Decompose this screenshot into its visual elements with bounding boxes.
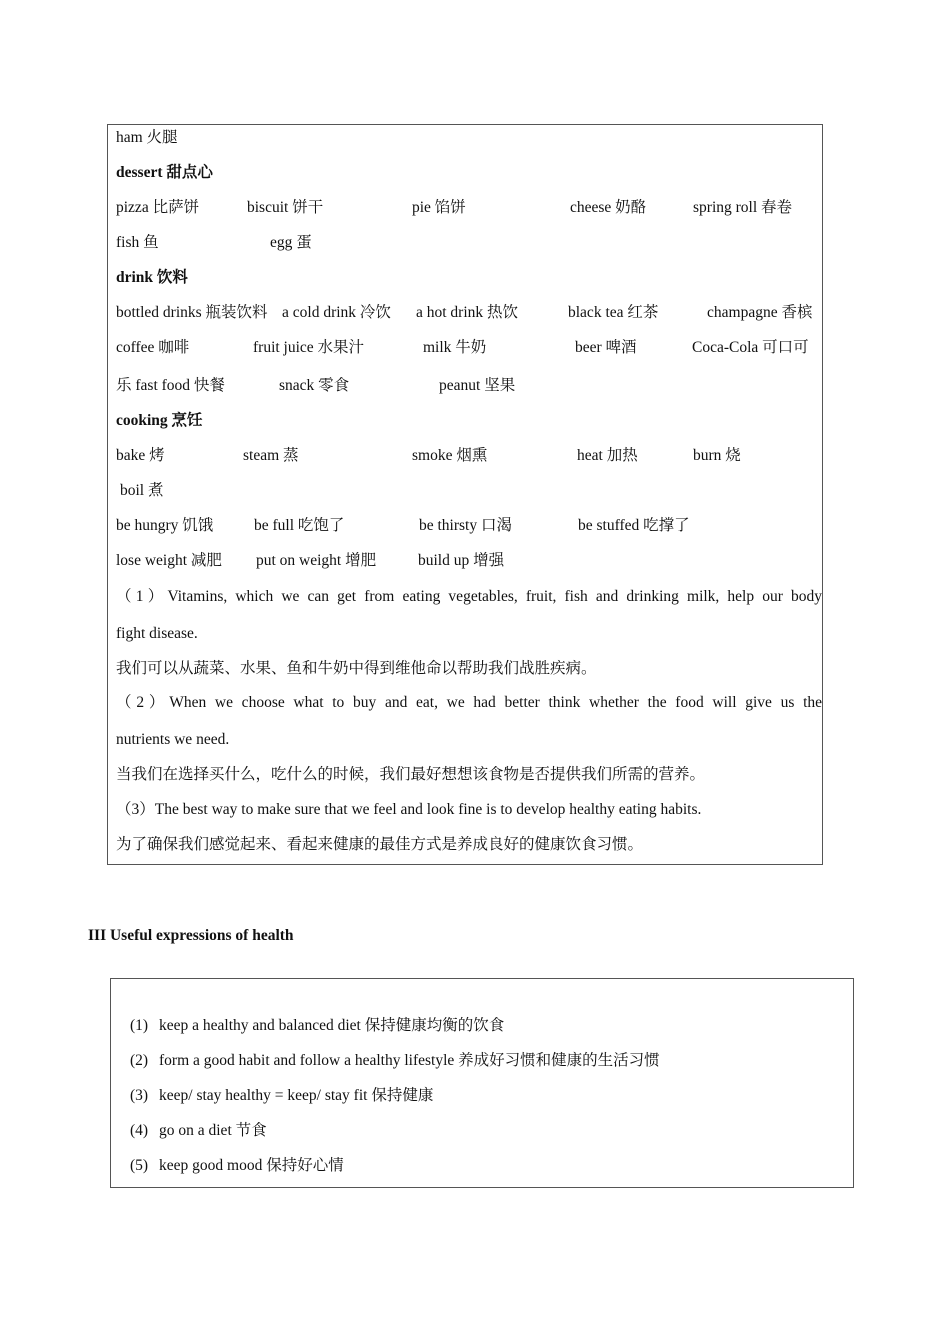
sentence-1-cn: 我们可以从蔬菜、水果、鱼和牛奶中得到维他命以帮助我们战胜疾病。 (116, 660, 597, 677)
vocab-item: beer 啤酒 (575, 339, 637, 356)
vocab-item: fruit juice 水果汁 (253, 339, 365, 356)
vocab-item: burn 烧 (693, 447, 741, 464)
expression-number: (2) (130, 1052, 149, 1069)
vocab-item: fish 鱼 (116, 234, 159, 251)
vocab-item: 乐 fast food 快餐 (116, 377, 225, 394)
vocab-item: be full 吃饱了 (254, 517, 345, 534)
vocab-item: be hungry 饥饿 (116, 517, 214, 534)
expression-item (130, 1016, 504, 1036)
vocab-item: heat 加热 (577, 447, 638, 464)
vocab-item: black tea 红茶 (568, 304, 659, 321)
vocab-item: milk 牛奶 (423, 339, 487, 356)
vocab-item: cheese 奶酪 (570, 199, 647, 216)
vocab-item: be stuffed 吃撑了 (578, 517, 690, 534)
expression-item (130, 1051, 660, 1071)
sentence-1-en-line2: fight disease. (116, 625, 198, 642)
vocab-item: build up 增强 (418, 552, 505, 569)
vocab-item: egg 蛋 (270, 234, 312, 251)
expression-text: keep good mood 保持好心情 (159, 1157, 344, 1174)
drink-heading: drink 饮料 (116, 269, 188, 286)
vocab-item: Coca-Cola 可口可 (692, 339, 809, 356)
vocab-item: bake 烤 (116, 447, 165, 464)
sentence-3-cn: 为了确保我们感觉起来、看起来健康的最佳方式是养成良好的健康饮食习惯。 (116, 836, 644, 853)
section-heading: III Useful expressions of health (88, 927, 294, 944)
vocab-item: pie 馅饼 (412, 199, 466, 216)
vocab-item: a cold drink 冷饮 (282, 304, 391, 321)
sentence-1-en-line1: （1）Vitamins, which we can get from eating vegetables, fruit, fish and drinking milk, help our body (116, 588, 822, 605)
vocab-item: put on weight 增肥 (256, 552, 377, 569)
dessert-heading: dessert 甜点心 (116, 164, 213, 181)
vocab-item: snack 零食 (279, 377, 350, 394)
vocab-item: coffee 咖啡 (116, 339, 190, 356)
expression-text: keep/ stay healthy = keep/ stay fit 保持健康 (159, 1087, 434, 1104)
vocab-item: peanut 坚果 (439, 377, 516, 394)
expression-text: go on a diet 节食 (159, 1122, 267, 1139)
vocab-item: bottled drinks 瓶装饮料 (116, 304, 268, 321)
vocab-item: a hot drink 热饮 (416, 304, 519, 321)
vocab-item: be thirsty 口渴 (419, 517, 512, 534)
expression-number: (3) (130, 1087, 149, 1104)
vocab-item: lose weight 减肥 (116, 552, 222, 569)
vocab-item: spring roll 春卷 (693, 199, 793, 216)
sentence-2-cn: 当我们在选择买什么，吃什么的时候，我们最好想想该食物是否提供我们所需的营养。 (116, 766, 706, 783)
expression-item (130, 1156, 344, 1176)
sentence-2-en-line2: nutrients we need. (116, 731, 230, 748)
vocabulary-box (107, 124, 823, 865)
expression-number: (4) (130, 1122, 149, 1139)
sentence-3-en: （3）The best way to make sure that we feel and look fine is to develop healthy eating habits. (116, 801, 702, 818)
expression-item (130, 1121, 267, 1141)
vocab-ham: ham 火腿 (116, 129, 178, 146)
vocab-item: smoke 烟熏 (412, 447, 488, 464)
expression-text: keep a healthy and balanced diet 保持健康均衡的饮食 (159, 1017, 505, 1034)
expression-number: (5) (130, 1157, 149, 1174)
vocab-item: boil 煮 (120, 482, 164, 499)
vocab-item: champagne 香槟 (707, 304, 813, 321)
expression-item (130, 1086, 433, 1106)
cooking-heading: cooking 烹饪 (116, 412, 203, 429)
sentence-2-en-line1: （2）When we choose what to buy and eat, we had better think whether the food will give us the (116, 694, 822, 711)
expression-number: (1) (130, 1017, 149, 1034)
vocab-item: steam 蒸 (243, 447, 299, 464)
expression-text: form a good habit and follow a healthy lifestyle 养成好习惯和健康的生活习惯 (159, 1052, 660, 1069)
vocab-item: pizza 比萨饼 (116, 199, 200, 216)
vocab-item: biscuit 饼干 (247, 199, 324, 216)
